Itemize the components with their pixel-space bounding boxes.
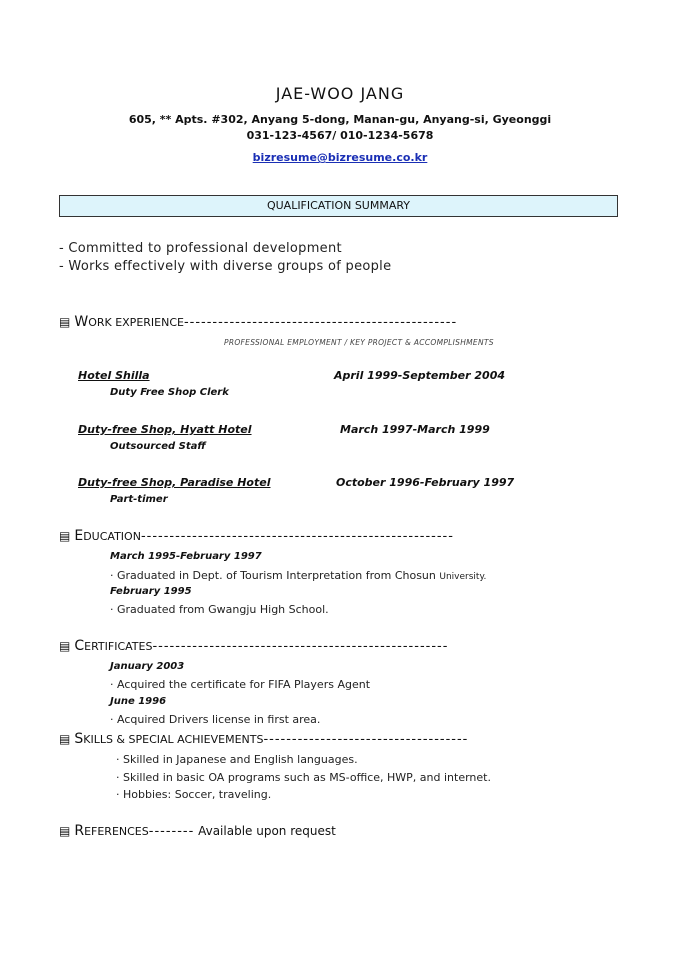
skill-item: · Hobbies: Soccer, traveling. [116,788,272,801]
skill-item: · Skilled in Japanese and English languages. [116,753,358,766]
education-text: · Graduated from Gwangju High School. [110,603,329,616]
references-heading: ▤ REFERENCES-------- Available upon request [59,823,336,839]
skill-item: · Skilled in basic OA programs such as MS-office, HWP, and internet. [116,771,491,784]
work-experience-heading: ▤ WORK EXPERIENCE------------------------------------------------ [59,314,458,330]
phone-numbers: 031-123-4567/ 010-1234-5678 [246,129,434,142]
education-date: March 1995-February 1997 [110,551,262,562]
summary-item: - Works effectively with diverse groups of people [59,259,392,274]
employment-dates: March 1997-March 1999 [340,423,490,436]
list-square-icon: ▤ [59,639,71,653]
work-caption: PROFESSIONAL EMPLOYMENT / KEY PROJECT & ACCOMPLISHMENTS [224,338,494,347]
employment-dates: October 1996-February 1997 [336,476,515,489]
resume-name: JAE-WOO JANG [275,84,405,103]
education-text: · Graduated in Dept. of Tourism Interpretation from Chosun University. [110,569,487,582]
education-heading: ▤ EDUCATION------------------------------------------------------- [59,528,454,544]
references-text: Available upon request [194,824,336,838]
job-role: Outsourced Staff [110,441,206,452]
certificate-text: · Acquired the certificate for FIFA Players Agent [110,678,371,691]
list-square-icon: ▤ [59,315,71,329]
email-row [0,146,680,165]
qualification-summary-box: QUALIFICATION SUMMARY [59,195,618,217]
employer: Hotel Shilla [78,369,150,382]
email-link[interactable]: bizresume@bizresume.co.kr [252,151,428,164]
employer: Duty-free Shop, Hyatt Hotel [78,423,252,436]
address: 605, ** Apts. #302, Anyang 5-dong, Manan-gu, Anyang-si, Gyeonggi [128,113,552,126]
summary-item: - Committed to professional development [59,241,342,256]
employment-dates: April 1999-September 2004 [334,369,506,382]
education-date: February 1995 [110,586,192,597]
job-role: Duty Free Shop Clerk [110,387,229,398]
list-square-icon: ▤ [59,732,71,746]
certificates-heading: ▤ CERTIFICATES---------------------------------------------------- [59,638,449,654]
list-square-icon: ▤ [59,529,71,543]
employer: Duty-free Shop, Paradise Hotel [78,476,271,489]
certificate-text: · Acquired Drivers license in first area. [110,713,321,726]
job-role: Part-timer [110,494,168,505]
certificate-date: June 1996 [110,696,167,707]
skills-heading: ▤ SKILLS & SPECIAL ACHIEVEMENTS------------------------------------ [59,731,469,747]
list-square-icon: ▤ [59,824,71,838]
certificate-date: January 2003 [110,661,185,672]
